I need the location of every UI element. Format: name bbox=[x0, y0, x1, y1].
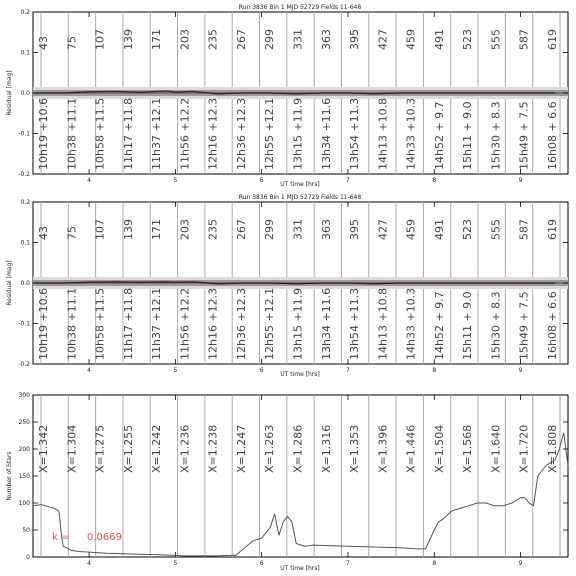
field-coords: 15h30 + 8.3 bbox=[489, 101, 503, 170]
x-tick-label: 6 bbox=[259, 560, 264, 567]
field-number: 523 bbox=[461, 29, 475, 50]
field-coords: 15h11 + 9.0 bbox=[461, 291, 475, 360]
airmass-label: X=1.242 bbox=[150, 424, 164, 473]
field-coords: 11h37 +12.1 bbox=[150, 97, 164, 170]
y-tick-label: 0.0 bbox=[20, 90, 30, 97]
middle-panel-title: Run 3836 Bin 1 MJD 52729 Fields 11-648 bbox=[238, 194, 362, 201]
field-coords: 15h49 + 7.5 bbox=[517, 291, 531, 360]
field-number: 619 bbox=[546, 219, 559, 240]
field-number: 107 bbox=[93, 29, 107, 50]
field-number: 491 bbox=[432, 219, 446, 240]
field-number: 459 bbox=[404, 29, 418, 50]
y-tick-label: 0.2 bbox=[20, 9, 30, 16]
field-number: 587 bbox=[517, 29, 531, 50]
field-coords: 16h08 + 6.6 bbox=[546, 101, 559, 170]
airmass-label: X=1.808 bbox=[546, 424, 559, 473]
dynamic-marks bbox=[18, 9, 568, 567]
field-number: 267 bbox=[234, 219, 248, 240]
field-number: 523 bbox=[461, 219, 475, 240]
airmass-label: X=1.275 bbox=[93, 424, 107, 473]
airmass-label: X=1.255 bbox=[121, 424, 135, 473]
field-number: 75 bbox=[65, 36, 79, 50]
field-coords: 12h16 +12.3 bbox=[206, 287, 220, 360]
field-coords: 11h56 +12.2 bbox=[178, 287, 192, 360]
field-coords: 16h08 + 6.6 bbox=[546, 291, 559, 360]
y-tick-label: -0.2 bbox=[18, 361, 30, 368]
field-coords: 12h55 +12.1 bbox=[263, 287, 277, 360]
x-tick-label: 6 bbox=[259, 177, 264, 184]
y-tick-label: 50 bbox=[22, 527, 30, 534]
field-coords: 10h58 +11.5 bbox=[93, 287, 107, 360]
y-tick-label: 100 bbox=[18, 500, 30, 507]
field-coords: 11h37 +12.1 bbox=[150, 287, 164, 360]
y-tick-label: 0 bbox=[26, 554, 30, 561]
field-coords: 10h58 +11.5 bbox=[93, 97, 107, 170]
y-tick-label: 200 bbox=[18, 446, 30, 453]
field-coords: 15h11 + 9.0 bbox=[461, 101, 475, 170]
airmass-label: X=1.446 bbox=[404, 424, 418, 473]
x-tick-label: 7 bbox=[346, 367, 350, 374]
field-number: 491 bbox=[432, 29, 446, 50]
top-panel-xlabel: UT time [hrs] bbox=[280, 181, 320, 188]
field-number: 395 bbox=[348, 219, 362, 240]
field-number: 75 bbox=[65, 226, 79, 240]
airmass-label: X=1.263 bbox=[263, 424, 277, 473]
field-number: 203 bbox=[178, 29, 192, 50]
field-number: 363 bbox=[319, 219, 333, 240]
x-tick-label: 5 bbox=[173, 177, 178, 184]
y-tick-label: 0.0 bbox=[20, 280, 30, 287]
field-number: 43 bbox=[37, 226, 50, 240]
airmass-label: X=1.304 bbox=[65, 424, 79, 473]
x-tick-label: 8 bbox=[432, 177, 437, 184]
field-coords: 14h13 +10.8 bbox=[376, 287, 390, 360]
field-number: 107 bbox=[93, 219, 107, 240]
x-tick-label: 5 bbox=[173, 367, 178, 374]
field-number: 459 bbox=[404, 219, 418, 240]
field-number: 427 bbox=[376, 29, 390, 50]
x-tick-label: 7 bbox=[346, 177, 350, 184]
field-number: 555 bbox=[489, 29, 503, 50]
field-coords: 15h30 + 8.3 bbox=[489, 291, 503, 360]
y-tick-label: -0.1 bbox=[18, 130, 30, 138]
field-coords: 14h52 + 9.7 bbox=[432, 291, 446, 360]
field-coords: 13h54 +11.3 bbox=[348, 97, 362, 170]
k-label: k = bbox=[52, 532, 70, 543]
field-number: 267 bbox=[234, 29, 248, 50]
airmass-label: X=1.568 bbox=[461, 424, 475, 473]
field-coords: 13h15 +11.9 bbox=[291, 97, 305, 170]
field-coords: 11h56 +12.2 bbox=[178, 97, 192, 170]
field-number: 203 bbox=[178, 219, 192, 240]
x-tick-label: 4 bbox=[87, 177, 92, 184]
y-tick-label: -0.1 bbox=[18, 320, 30, 328]
airmass-label: X=1.504 bbox=[432, 424, 446, 473]
field-number: 299 bbox=[263, 29, 277, 50]
airmass-label: X=1.238 bbox=[206, 424, 220, 473]
airmass-label: X=1.396 bbox=[376, 424, 390, 473]
field-number: 43 bbox=[37, 36, 50, 50]
airmass-label: X=1.640 bbox=[489, 424, 503, 473]
field-coords: 11h17 +11.8 bbox=[121, 97, 135, 170]
field-coords: 12h55 +12.1 bbox=[263, 97, 277, 170]
bottom-panel-ylabel: Number of Stars bbox=[6, 451, 13, 501]
field-coords: 10h19 +10.6 bbox=[37, 97, 50, 170]
x-tick-label: 9 bbox=[518, 177, 523, 184]
y-tick-label: 0.1 bbox=[20, 239, 30, 247]
airmass-label: X=1.247 bbox=[234, 424, 248, 473]
field-coords: 10h38 +11.1 bbox=[65, 287, 79, 360]
field-number: 555 bbox=[489, 219, 503, 240]
x-tick-label: 6 bbox=[259, 367, 264, 374]
field-number: 139 bbox=[121, 219, 135, 240]
y-tick-label: 150 bbox=[18, 473, 30, 480]
field-coords: 13h34 +11.6 bbox=[319, 97, 333, 170]
middle-panel-ylabel: Residual [mag] bbox=[6, 260, 13, 306]
airmass-label: X=1.316 bbox=[319, 424, 333, 473]
field-coords: 13h34 +11.6 bbox=[319, 287, 333, 360]
field-number: 363 bbox=[319, 29, 333, 50]
field-coords: 14h13 +10.8 bbox=[376, 97, 390, 170]
y-tick-label: 250 bbox=[18, 419, 30, 426]
airmass-label: X=1.342 bbox=[37, 424, 50, 473]
x-tick-label: 4 bbox=[87, 367, 92, 374]
field-coords: 10h19 +10.6 bbox=[37, 287, 50, 360]
x-tick-label: 7 bbox=[346, 560, 350, 567]
field-number: 171 bbox=[150, 29, 164, 50]
field-coords: 14h33 +10.3 bbox=[404, 287, 418, 360]
k-value: 0.0669 bbox=[87, 532, 122, 543]
field-number: 235 bbox=[206, 29, 220, 50]
field-coords: 12h36 +12.3 bbox=[234, 287, 248, 360]
field-coords: 13h15 +11.9 bbox=[291, 287, 305, 360]
field-coords: 11h17 +11.8 bbox=[121, 287, 135, 360]
field-number: 235 bbox=[206, 219, 220, 240]
field-number: 427 bbox=[376, 219, 390, 240]
airmass-label: X=1.236 bbox=[178, 424, 192, 473]
y-tick-label: 0.2 bbox=[20, 199, 30, 206]
x-tick-label: 5 bbox=[173, 560, 178, 567]
airmass-label: X=1.286 bbox=[291, 424, 305, 473]
field-coords: 10h38 +11.1 bbox=[65, 97, 79, 170]
x-tick-label: 8 bbox=[432, 367, 437, 374]
airmass-label: X=1.720 bbox=[517, 424, 531, 473]
field-number: 331 bbox=[291, 219, 305, 240]
field-number: 619 bbox=[546, 29, 559, 50]
field-coords: 14h52 + 9.7 bbox=[432, 101, 446, 170]
x-tick-label: 9 bbox=[518, 560, 523, 567]
top-panel-ylabel: Residual [mag] bbox=[6, 70, 13, 116]
y-tick-label: 300 bbox=[18, 392, 30, 399]
x-tick-label: 8 bbox=[432, 560, 437, 567]
field-number: 331 bbox=[291, 29, 305, 50]
field-number: 171 bbox=[150, 219, 164, 240]
field-coords: 15h49 + 7.5 bbox=[517, 101, 531, 170]
field-number: 139 bbox=[121, 29, 135, 50]
field-coords: 12h16 +12.3 bbox=[206, 97, 220, 170]
airmass-label: X=1.353 bbox=[348, 424, 362, 473]
field-coords: 13h54 +11.3 bbox=[348, 287, 362, 360]
bottom-panel-xlabel: UT time [hrs] bbox=[280, 565, 320, 572]
top-panel-title: Run 3836 Bin 1 MJD 52729 Fields 11-648 bbox=[238, 4, 362, 11]
x-tick-label: 9 bbox=[518, 367, 523, 374]
y-tick-label: -0.2 bbox=[18, 171, 30, 178]
y-tick-label: 0.1 bbox=[20, 49, 30, 57]
middle-panel-xlabel: UT time [hrs] bbox=[280, 371, 320, 378]
field-number: 587 bbox=[517, 219, 531, 240]
field-number: 395 bbox=[348, 29, 362, 50]
x-tick-label: 4 bbox=[87, 560, 92, 567]
field-number: 299 bbox=[263, 219, 277, 240]
field-coords: 14h33 +10.3 bbox=[404, 97, 418, 170]
field-coords: 12h36 +12.3 bbox=[234, 97, 248, 170]
